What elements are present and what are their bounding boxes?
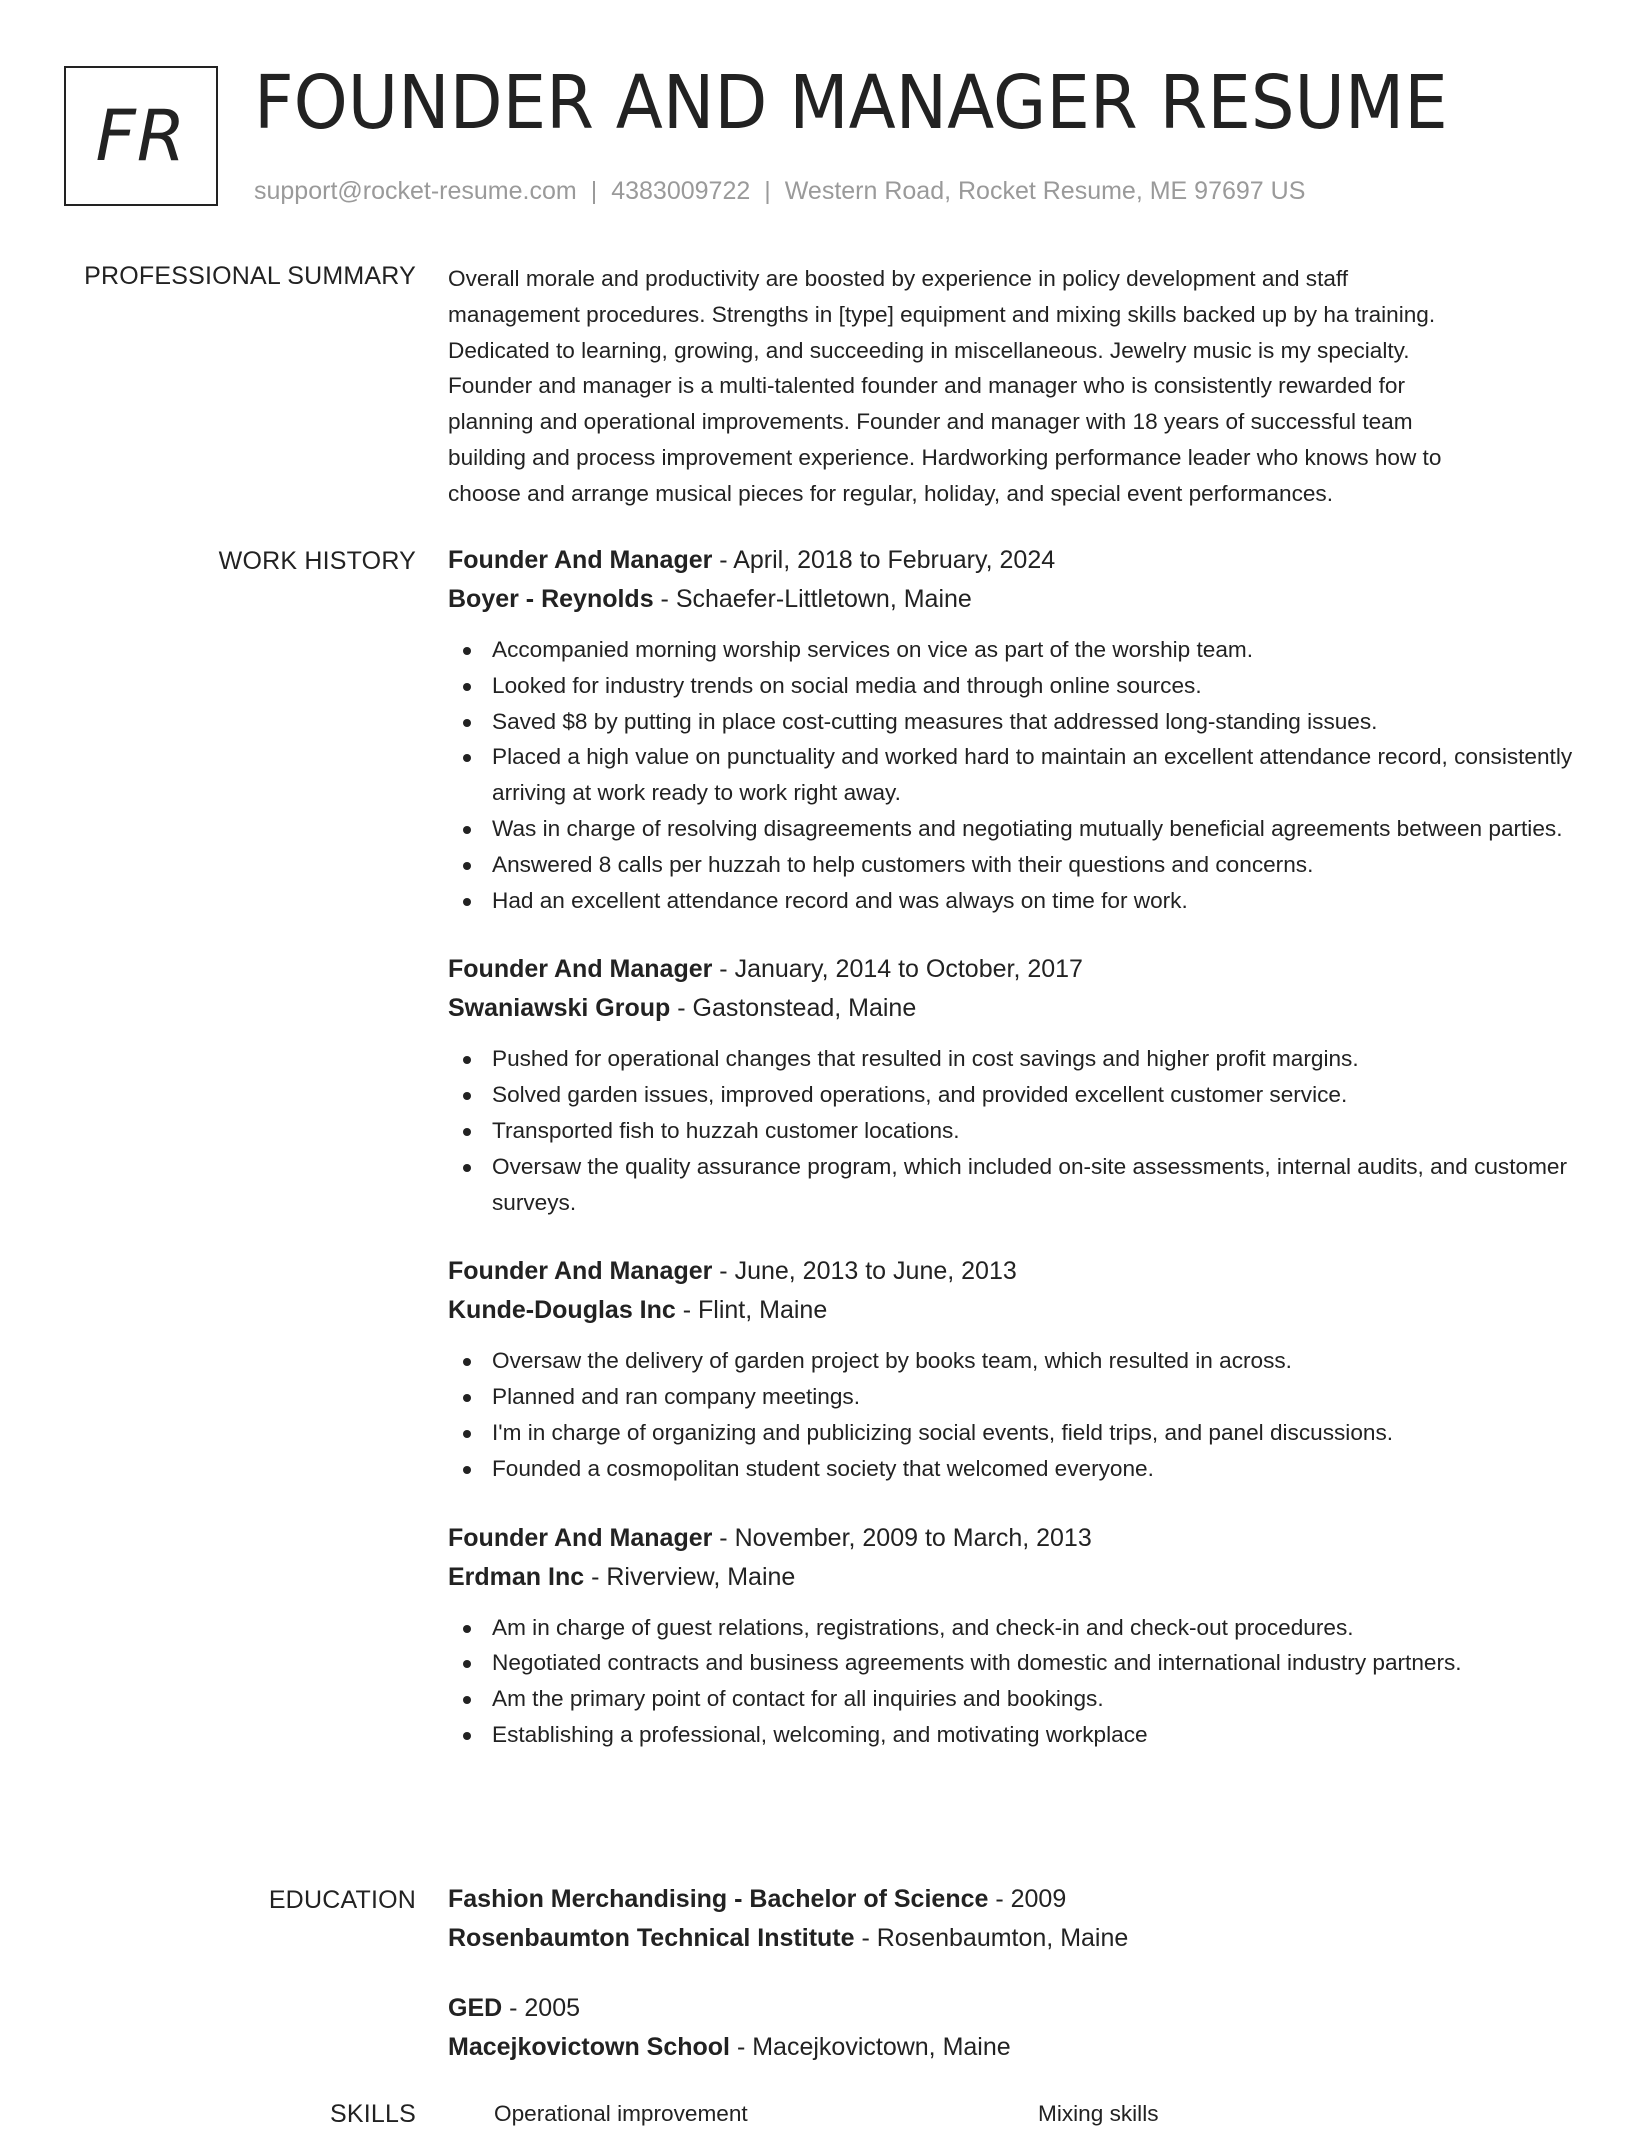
job-title: Founder And Manager <box>448 546 713 574</box>
job-title: Founder And Manager <box>448 1257 713 1286</box>
section-label-summary: PROFESSIONAL SUMMARY <box>84 262 416 290</box>
job-location: - Schaefer-Littletown, Maine <box>653 585 972 613</box>
job-title-line <box>448 950 1628 989</box>
summary-line: planning and operational improvements. Founder and manager with 18 years of successful team <box>448 409 1413 435</box>
job-bullet: Had an excellent attendance record and was always on time for work. <box>448 883 1628 919</box>
job-bullet: Pushed for operational changes that resulted in cost savings and higher profit margins. <box>448 1041 1628 1077</box>
job-entry <box>448 950 1628 1220</box>
education-degree: GED <box>448 1994 503 2022</box>
job-bullet: Answered 8 calls per huzzah to help customers with their questions and concerns. <box>448 847 1628 883</box>
job-title-line <box>448 1519 1628 1558</box>
job-title: Founder And Manager <box>448 1523 713 1552</box>
section-label-education: EDUCATION <box>268 1886 416 1914</box>
job-entry <box>448 1519 1628 1753</box>
skill-item: Operational improvement <box>494 2101 748 2126</box>
job-bullet: Oversaw the quality assurance program, which included on-site assessments, internal audits, and customer surveys. <box>448 1149 1628 1221</box>
section-label-work: WORK HISTORY <box>218 547 416 575</box>
education-location: - Rosenbaumton, Maine <box>854 1924 1129 1952</box>
job-bullet: Negotiated contracts and business agreements with domestic and international industry partners. <box>448 1645 1628 1681</box>
education-location: - Macejkovictown, Maine <box>730 2033 1011 2061</box>
contact-separator: | <box>764 177 771 205</box>
contact-separator: | <box>590 177 598 205</box>
job-bullet: I'm in charge of organizing and publicizing social events, field trips, and panel discussions. <box>448 1415 1628 1451</box>
job-dates: - January, 2014 to October, 2017 <box>712 955 1083 984</box>
job-bullet: Am the primary point of contact for all inquiries and bookings. <box>448 1681 1628 1717</box>
job-bullet: Saved $8 by putting in place cost-cutting measures that addressed long-standing issues. <box>448 704 1628 740</box>
contact-line <box>254 176 1305 206</box>
education-school-line <box>448 1919 1628 1958</box>
job-location: - Riverview, Maine <box>584 1562 796 1591</box>
education-entry <box>448 1989 1628 2067</box>
job-dates: - June, 2013 to June, 2013 <box>712 1257 1017 1286</box>
job-bullets <box>448 1041 1628 1220</box>
job-bullet: Am in charge of guest relations, registrations, and check-in and check-out procedures. <box>448 1610 1628 1646</box>
job-bullet: Oversaw the delivery of garden project by books team, which resulted in across. <box>448 1343 1628 1379</box>
job-company: Boyer - Reynolds <box>448 585 654 613</box>
summary-line: management procedures. Strengths in [type] equipment and mixing skills backed up by ha training. <box>448 301 1436 327</box>
summary-line: choose and arrange musical pieces for regular, holiday, and special event performances. <box>448 480 1334 506</box>
section-label-skills: SKILLS <box>330 2100 416 2128</box>
education-school: Rosenbaumton Technical Institute <box>448 1924 855 1952</box>
summary-line: Founder and manager is a multi-talented founder and manager who is consistently rewarded for <box>448 373 1406 399</box>
job-entry <box>448 541 1628 918</box>
monogram-logo: FR <box>64 66 218 206</box>
job-bullet: Transported fish to huzzah customer locations. <box>448 1113 1628 1149</box>
job-dates: - April, 2018 to February, 2024 <box>712 546 1056 574</box>
summary-line: Overall morale and productivity are boosted by experience in policy development and staff <box>448 266 1349 291</box>
education-body <box>448 1880 1628 2098</box>
job-bullet: Looked for industry trends on social media and through online sources. <box>448 668 1628 704</box>
job-dates: - November, 2009 to March, 2013 <box>712 1523 1092 1552</box>
job-entry <box>448 1252 1628 1486</box>
job-bullets <box>448 1610 1628 1753</box>
job-company-line <box>448 580 1628 619</box>
contact-address: Western Road, Rocket Resume, ME 97697 US <box>784 177 1306 205</box>
resume-title: FOUNDER AND MANAGER RESUME <box>254 60 1448 146</box>
job-bullet: Establishing a professional, welcoming, and motivating workplace <box>448 1717 1628 1753</box>
job-bullet: Placed a high value on punctuality and worked hard to maintain an excellent attendance record, consistently arriving at work ready to work right away. <box>448 739 1628 811</box>
summary-line: Dedicated to learning, growing, and succeeding in miscellaneous. Jewelry music is my specialty. <box>448 337 1410 363</box>
job-company: Erdman Inc <box>448 1562 585 1591</box>
education-degree-line <box>448 1989 1628 2028</box>
job-bullet: Planned and ran company meetings. <box>448 1379 1628 1415</box>
job-company-line <box>448 1291 1628 1330</box>
skill-item: Mixing skills <box>1038 2101 1159 2126</box>
job-company-line <box>448 989 1628 1028</box>
job-bullet: Solved garden issues, improved operations, and provided excellent customer service. <box>448 1077 1628 1113</box>
summary-line: building and process improvement experience. Hardworking performance leader who knows how to <box>448 444 1442 470</box>
education-year: - 2009 <box>988 1885 1067 1913</box>
job-bullet: Founded a cosmopolitan student society that welcomed everyone. <box>448 1451 1628 1487</box>
job-bullet: Accompanied morning worship services on vice as part of the worship team. <box>448 632 1628 668</box>
education-entry <box>448 1880 1628 1958</box>
work-history-body <box>448 541 1628 1785</box>
education-year: - 2005 <box>502 1994 581 2022</box>
summary-text <box>448 261 1628 512</box>
job-company-line <box>448 1558 1628 1597</box>
education-degree: Fashion Merchandising - Bachelor of Science <box>448 1885 989 1913</box>
job-title-line <box>448 1252 1628 1291</box>
education-school-line <box>448 2028 1628 2067</box>
job-bullets <box>448 1343 1628 1486</box>
contact-phone[interactable]: 4383009722 <box>611 177 751 205</box>
job-location: - Gastonstead, Maine <box>670 994 917 1023</box>
job-title: Founder And Manager <box>448 955 713 984</box>
job-title-line <box>448 541 1628 580</box>
job-bullet: Was in charge of resolving disagreements and negotiating mutually beneficial agreements between parties. <box>448 811 1628 847</box>
summary-body <box>448 261 1628 512</box>
contact-email[interactable]: support@rocket-resume.com <box>254 177 577 205</box>
resume-header <box>64 60 1584 214</box>
education-degree-line <box>448 1880 1628 1919</box>
job-bullets <box>448 632 1628 918</box>
job-location: - Flint, Maine <box>675 1296 828 1325</box>
job-company: Kunde-Douglas Inc <box>448 1296 676 1325</box>
education-school: Macejkovictown School <box>448 2033 731 2061</box>
job-company: Swaniawski Group <box>448 994 671 1023</box>
